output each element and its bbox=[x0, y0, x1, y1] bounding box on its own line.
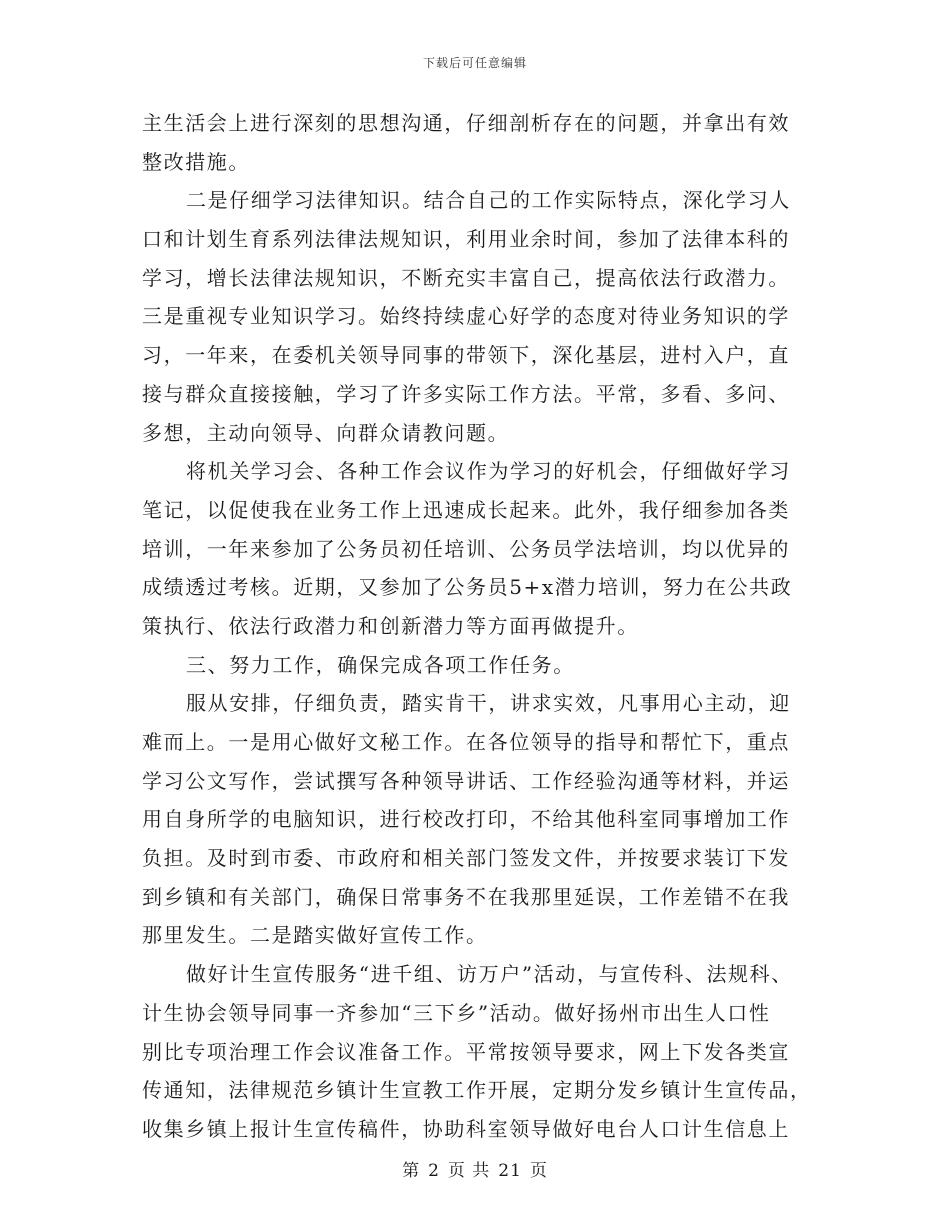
text-line: 传通知，法律规范乡镇计生宣教工作开展，定期分发乡镇计生宣传品， bbox=[142, 1078, 812, 1103]
text-line: 计生协会领导同事一齐参加“三下乡”活动。做好扬州市出生人口性 bbox=[142, 1000, 771, 1025]
text-line: 做好计生宣传服务“进千组、访万户”活动，与宣传科、法规科、 bbox=[186, 962, 793, 987]
text-line: 接与群众直接接触，学习了许多实际工作方法。平常，多看、多问、 bbox=[142, 381, 790, 406]
text-line: 成绩透过考核。近期，又参加了公务员5+x潜力培训，努力在公共政 bbox=[142, 575, 793, 600]
text-line: 别比专项治理工作会议准备工作。平常按领导要求，网上下发各类宣 bbox=[142, 1039, 790, 1064]
footer-total-pages: 21 bbox=[498, 1161, 522, 1181]
page-header: 下载后可任意编辑 bbox=[422, 56, 527, 70]
text-line: 策执行、依法行政潜力和创新潜力等方面再做提升。 bbox=[142, 613, 639, 638]
text-line: 难而上。一是用心做好文秘工作。在各位领导的指导和帮忙下，重点 bbox=[142, 730, 790, 754]
footer-suffix: 页 bbox=[529, 1161, 548, 1181]
footer-middle: 页 共 bbox=[447, 1161, 491, 1181]
text-line: 到乡镇和有关部门，确保日常事务不在我那里延误，工作差错不在我 bbox=[142, 884, 790, 909]
text-line: 主生活会上进行深刻的思想沟通，仔细剖析存在的问题，并拿出有效 bbox=[142, 111, 790, 135]
text-line: 用自身所学的电脑知识，进行校改打印，不给其他科室同事增加工作 bbox=[142, 807, 790, 832]
text-line: 二是仔细学习法律知识。结合自己的工作实际特点，深化学习人 bbox=[186, 188, 791, 213]
text-line: 笔记，以促使我在业务工作上迅速成长起来。此外，我仔细参加各类 bbox=[142, 497, 790, 522]
footer-page-number: 2 bbox=[428, 1161, 440, 1181]
text-line: 三、努力工作，确保完成各项工作任务。 bbox=[186, 652, 575, 677]
text-line: 负担。及时到市委、市政府和相关部门签发文件，并按要求装订下发 bbox=[142, 846, 790, 871]
text-line: 三是重视专业知识学习。始终持续虚心好学的态度对待业务知识的学 bbox=[142, 304, 790, 329]
text-line: 将机关学习会、各种工作会议作为学习的好机会，仔细做好学习 bbox=[186, 459, 791, 484]
text-line: 收集乡镇上报计生宣传稿件，协助科室领导做好电台人口计生信息上 bbox=[142, 1116, 790, 1141]
body-text bbox=[142, 104, 812, 1149]
text-line: 那里发生。二是踏实做好宣传工作。 bbox=[142, 923, 488, 948]
text-line: 学习公文写作，尝试撰写各种领导讲话、工作经验沟通等材料，并运 bbox=[142, 768, 790, 793]
text-line: 培训，一年来参加了公务员初任培训、公务员学法培训，均以优异的 bbox=[142, 536, 790, 561]
text-line: 多想，主动向领导、向群众请教问题。 bbox=[142, 420, 510, 445]
text-line: 整改措施。 bbox=[142, 149, 250, 174]
text-line: 服从安排，仔细负责，踏实肯干，讲求实效，凡事用心主动，迎 bbox=[186, 691, 791, 716]
page-footer bbox=[0, 1156, 950, 1181]
text-line: 习，一年来，在委机关领导同事的带领下，深化基层，进村入户，直 bbox=[142, 343, 790, 368]
text-line: 口和计划生育系列法律法规知识，利用业余时间，参加了法律本科的 bbox=[142, 227, 790, 252]
footer-prefix: 第 bbox=[402, 1161, 421, 1181]
text-line: 学习，增长法律法规知识，不断充实丰富自己，提高依法行政潜力。 bbox=[142, 265, 790, 290]
